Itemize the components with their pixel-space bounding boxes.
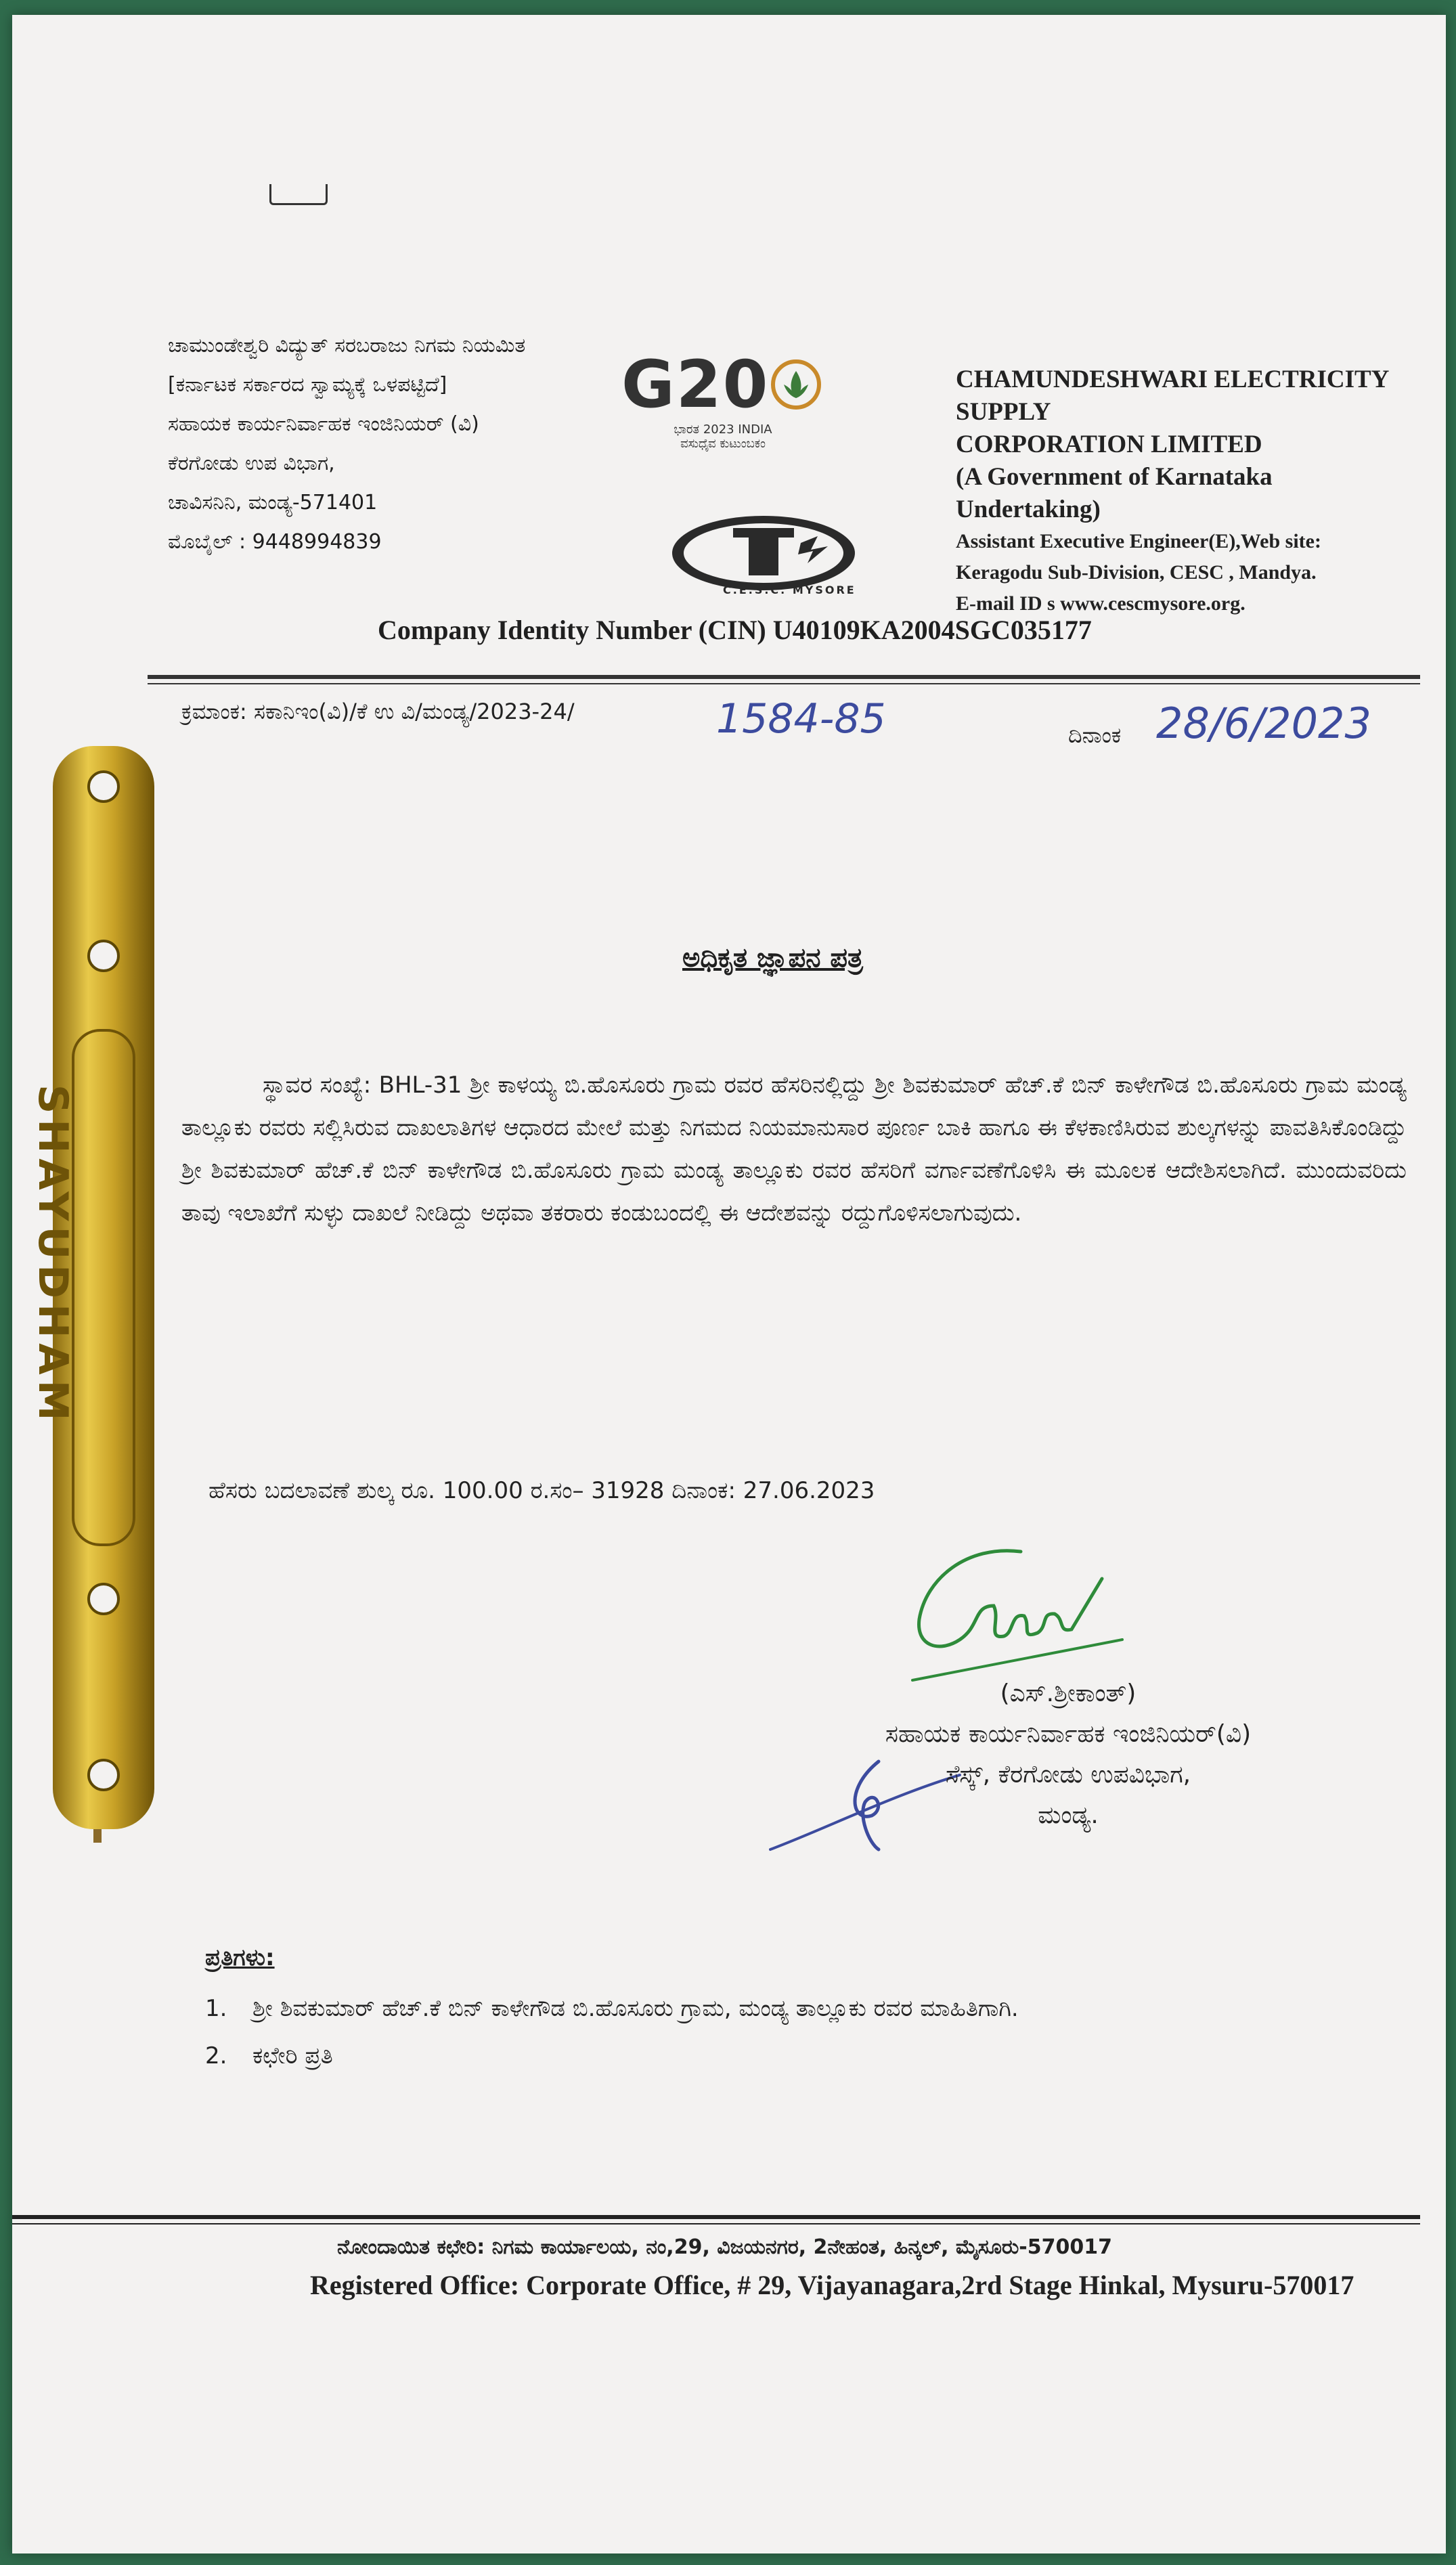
reference-number-handwritten: 1584-85 — [716, 695, 886, 743]
date-label: ದಿನಾಂಕ — [1068, 722, 1122, 748]
signatory-place: ಮಂಡ್ಯ. — [1038, 1801, 1099, 1829]
document-page — [12, 15, 1446, 2553]
g20-motto: ವಸುಧೈವ ಕುಟುಂಬಕಂ — [680, 437, 766, 451]
copies-list — [205, 1985, 1019, 2080]
footer-divider-thin — [12, 2223, 1420, 2224]
signatory-name: (ಎಸ್.ಶ್ರೀಕಾಂತ್) — [1000, 1680, 1137, 1707]
company-name-line2: CORPORATION LIMITED — [956, 431, 1262, 458]
gov-undertaking-line1: (A Government of Karnataka — [956, 463, 1273, 491]
header-divider-thin — [148, 683, 1420, 684]
list-item-number: 2. — [205, 2042, 227, 2069]
email-line: E-mail ID s www.cescmysore.org. — [956, 592, 1245, 615]
office-line: Assistant Executive Engineer(E),Web site: — [956, 530, 1321, 552]
footer-kannada-address: ನೋಂದಾಯಿತ ಕಛೇರಿ: ನಿಗಮ ಕಾರ್ಯಾಲಯ, ನಂ,29, ವಿಜಯನಗರ, 2ನೇಹಂತ, ಹಿನ್ಕಲ್, ಮೈಸೂರು-570017 — [337, 2235, 1112, 2259]
lotus-icon — [769, 357, 823, 412]
cin-line: Company Identity Number (CIN) U40109KA2004SGC035177 — [378, 615, 1092, 645]
body-paragraph — [181, 1064, 1407, 1235]
gov-undertaking-line2: Undertaking) — [956, 496, 1101, 523]
body-text: ಸ್ಥಾವರ ಸಂಖ್ಯೆ: BHL-31 ಶ್ರೀ ಕಾಳಯ್ಯ ಬಿ.ಹೊಸೂರು ಗ್ರಾಮ ರವರ ಹೆಸರಿನಲ್ಲಿದ್ದು ಶ್ರೀ ಶಿವಕುಮಾರ್ ಹೆಚ್.ಕೆ ಬಿನ್ ಕಾಳೇಗೌಡ ಬಿ.ಹೊಸೂರು ಗ್ರಾಮ ಮಂಡ್ಯ ತಾಲ್ಲೂಕು ರವರು ಸಲ್ಲಿಸಿರುವ ದಾಖಲಾತಿಗಳ ಆಧಾರದ ಮೇಲೆ ಮತ್ತು ನಿಗಮದ ನಿಯಮಾನುಸಾರ ಪೂರ್ಣ ಬಾಕಿ ಹಾಗೂ ಈ ಕೆಳಕಾಣಿಸಿರುವ ಶುಲ್ಕಗಳನ್ನು ಪಾವತಿಸಿಕೊಂಡಿದ್ದು ಶ್ರೀ ಶಿವಕುಮಾರ್ ಹೆಚ್.ಕೆ ಬಿನ್ ಕಾಳೇಗೌಡ ಬಿ.ಹೊಸೂರು ಗ್ರಾಮ ಮಂಡ್ಯ ತಾಲ್ಲೂಕು ರವರ ಹೆಸರಿಗೆ ವರ್ಗಾವಣೆಗೊಳಿಸಿ ಈ ಮೂಲಕ ಆದೇಶಿಸಲಾಗಿದೆ. ಮುಂದುವರಿದು ತಾವು ಇಲಾಖೆಗೆ ಸುಳ್ಳು ದಾಖಲೆ ನೀಡಿದ್ದು ಅಥವಾ ತಕರಾರು ಕಂಡುಬಂದಲ್ಲಿ ಈ ಆದೇಶವನ್ನು ರದ್ದುಗೊಳಿಸಲಾಗುವುದು. — [181, 1072, 1407, 1227]
list-item-number: 1. — [205, 1995, 227, 2022]
g20-logo — [621, 347, 865, 523]
signatory-designation: ಸಹಾಯಕ ಕಾರ್ಯನಿರ್ವಾಹಕ ಇಂಜಿನಿಯರ್(ವಿ) — [885, 1720, 1252, 1748]
list-item — [205, 2032, 1019, 2080]
date-handwritten: 28/6/2023 — [1156, 699, 1371, 748]
cesc-logo-caption: C.E.S.C. MYSORE — [723, 584, 856, 596]
company-name-line1: CHAMUNDESHWARI ELECTRICITY SUPPLY — [956, 366, 1389, 426]
document-title: ಅಧಿಕೃತ ಜ್ಞಾಪನ ಪತ್ರ — [682, 942, 863, 973]
list-item-text: ಶ್ರೀ ಶಿವಕುಮಾರ್ ಹೆಚ್.ಕೆ ಬಿನ್ ಕಾಳೇಗೌಡ ಬಿ.ಹೊಸೂರು ಗ್ರಾಮ, ಮಂಡ್ಯ ತಾಲ್ಲೂಕು ರವರ ಮಾಹಿತಿಗಾಗಿ. — [252, 1995, 1019, 2022]
header-kannada-line: ಚಾಮುಂಡೇಶ್ವರಿ ವಿದ್ಯುತ್ ಸರಬರಾಜು ನಿಗಮ ನಿಯಮಿತ — [168, 334, 526, 357]
header-divider — [148, 675, 1420, 679]
reference-label: ಕ್ರಮಾಂಕ: ಸಕಾನಿಇಂ(ವಿ)/ಕೆ ಉ ವಿ/ಮಂಡ್ಯ/2023-24/ — [181, 699, 575, 724]
footer-english-address: Registered Office: Corporate Office, # 29, Vijayanagara,2rd Stage Hinkal, Mysuru-570017 — [310, 2270, 1354, 2300]
list-item-text: ಕಛೇರಿ ಪ್ರತಿ — [252, 2042, 333, 2069]
header-kannada-line: ಚಾವಿಸನಿನಿ, ಮಂಡ್ಯ-571401 — [168, 491, 378, 514]
fee-line: ಹೆಸರು ಬದಲಾವಣೆ ಶುಲ್ಕ ರೂ. 100.00 ರ.ಸಂ– 31928 ದಿನಾಂಕ: 27.06.2023 — [208, 1477, 875, 1504]
list-item — [205, 1985, 1019, 2032]
signatory-block — [791, 1673, 1346, 1836]
header-english-block — [956, 364, 1443, 619]
header-kannada-line: ಕೆರಗೋಡು ಉಪ ವಿಭಾಗ, — [168, 452, 335, 475]
header-kannada-line: ಸಹಾಯಕ ಕಾರ್ಯನಿರ್ವಾಹಕ ಇಂಜಿನಿಯರ್ (ವಿ) — [168, 412, 479, 436]
subdivision-line: Keragodu Sub-Division, CESC , Mandya. — [956, 561, 1317, 584]
signatory-office: ಸೆಸ್ಕ್, ಕೆರಗೋಡು ಉಪವಿಭಾಗ, — [945, 1761, 1191, 1789]
binder-brand-text: SHAYUDHAM — [29, 1084, 76, 1426]
header-kannada-line: [ಕರ್ನಾಟಕ ಸರ್ಕಾರದ ಸ್ವಾಮ್ಯಕ್ಕೆ ಒಳಪಟ್ಟಿದೆ] — [168, 373, 447, 397]
staple-mark — [269, 184, 328, 205]
header-kannada-line: ಮೊಬೈಲ್ : 9448994839 — [168, 530, 382, 554]
header-kannada-block — [168, 326, 642, 562]
copies-heading: ಪ್ರತಿಗಳು: — [205, 1944, 275, 1971]
g20-subtitle: ಭಾರತ 2023 INDIA — [674, 422, 772, 437]
cesc-logo — [662, 509, 865, 604]
g20-title: G20 — [621, 347, 770, 422]
footer-divider — [12, 2215, 1420, 2219]
